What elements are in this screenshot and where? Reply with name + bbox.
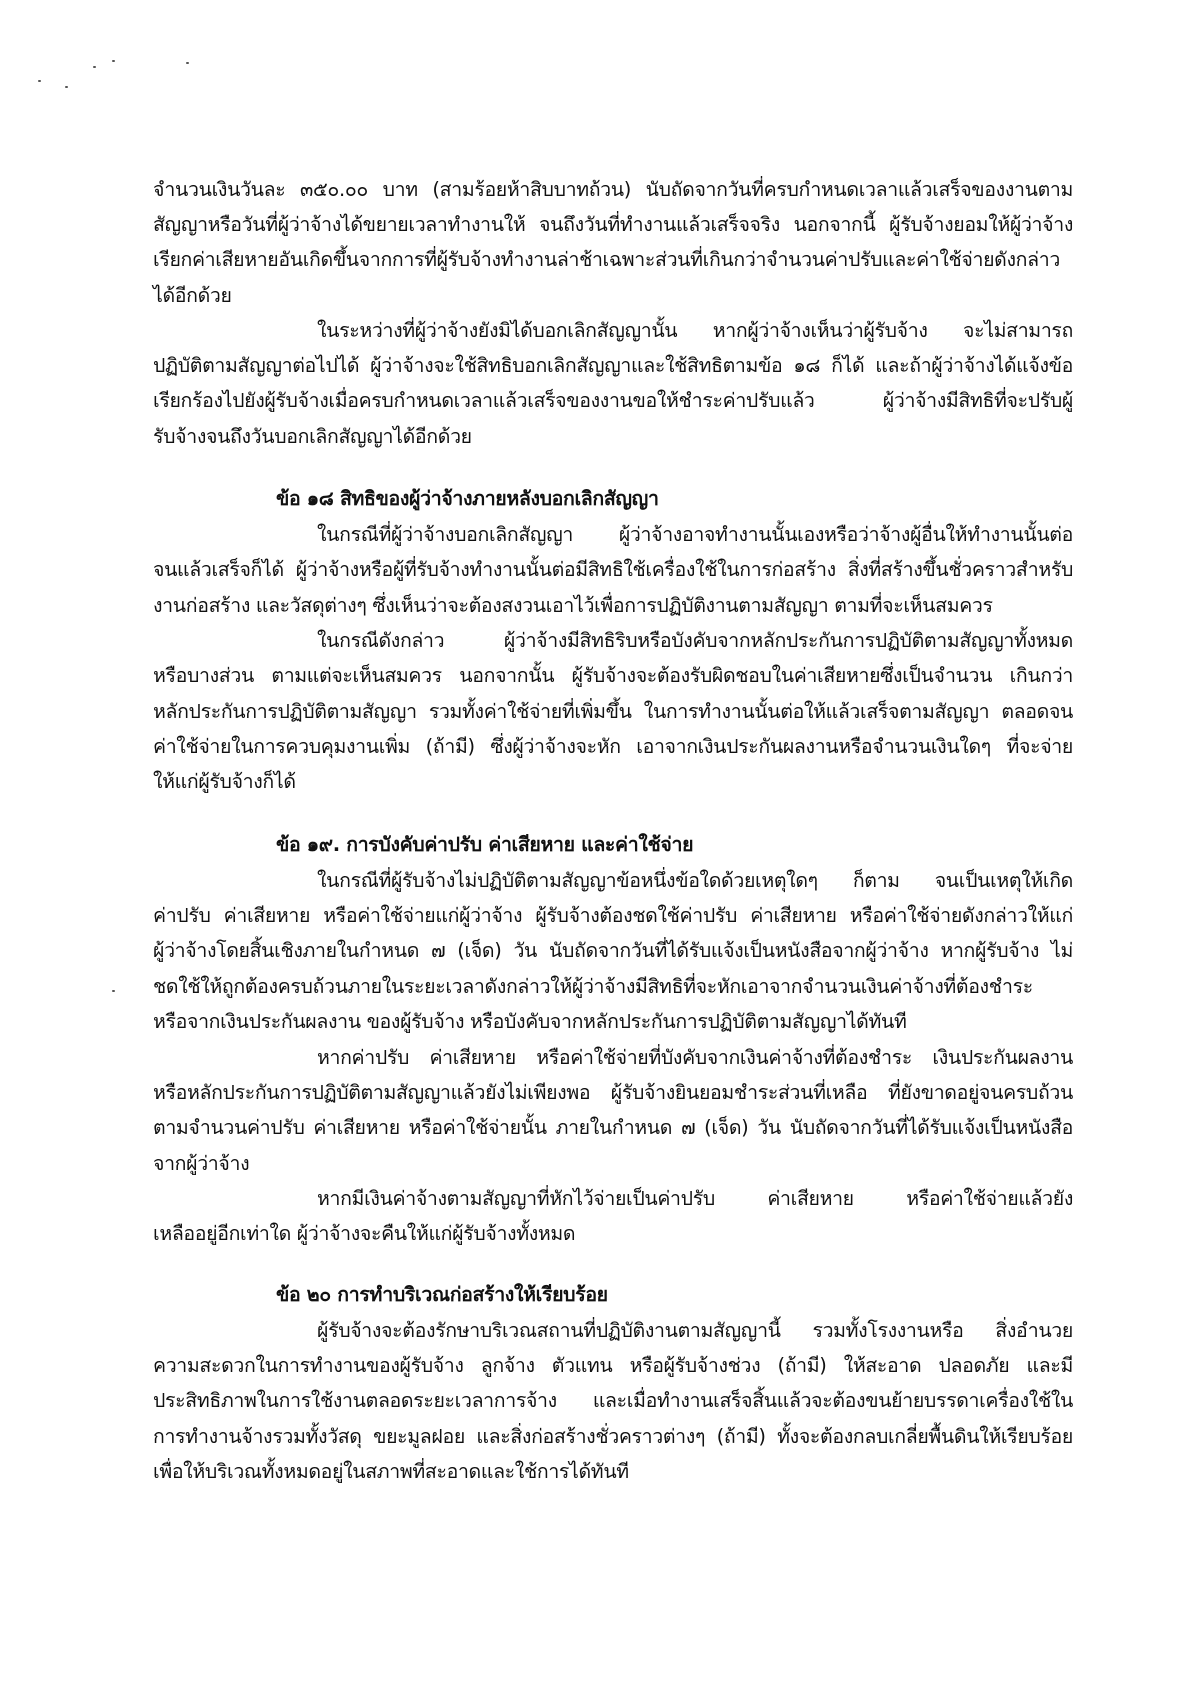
text-line: เรียกค่าเสียหายอันเกิดขึ้นจากการที่ผู้รับจ้างทำงานล่าช้าเฉพาะส่วนที่เกินกว่าจำนวนค่าปรับและค่าใช้จ่ายดังกล่าว [153, 248, 1060, 271]
text-line: ในกรณีที่ผู้รับจ้างไม่ปฏิบัติตามสัญญาข้อหนึ่งข้อใดด้วยเหตุใดๆ ก็ตาม จนเป็นเหตุให้เกิด [317, 869, 1073, 892]
text-line: จากผู้ว่าจ้าง [153, 1152, 250, 1175]
text-line: หากค่าปรับ ค่าเสียหาย หรือค่าใช้จ่ายที่บังคับจากเงินค่าจ้างที่ต้องชำระ เงินประกันผลงาน [317, 1046, 1073, 1069]
text-line: จำนวนเงินวันละ ๓๕๐.๐๐ บาท (สามร้อยห้าสิบบาทถ้วน) นับถัดจากวันที่ครบกำหนดเวลาแล้วเสร็จของงานตาม [153, 178, 1073, 201]
text-line: งานก่อสร้าง และวัสดุต่างๆ ซึ่งเห็นว่าจะต้องสงวนเอาไว้เพื่อการปฏิบัติงานตามสัญญา ตามที่จะเห็นสมควร [153, 594, 993, 617]
scan-speck [65, 86, 68, 88]
section-20-heading: ข้อ ๒๐ การทำบริเวณก่อสร้างให้เรียบร้อย [276, 1283, 608, 1306]
text-line: ค่าปรับ ค่าเสียหาย หรือค่าใช้จ่ายแก่ผู้ว่าจ้าง ผู้รับจ้างต้องชดใช้ค่าปรับ ค่าเสียหาย หรือค่าใช้จ่ายดังกล่าวให้แก่ [153, 904, 1073, 927]
section-18-heading: ข้อ ๑๘ สิทธิของผู้ว่าจ้างภายหลังบอกเลิกสัญญา [276, 487, 659, 510]
text-line: หรือจากเงินประกันผลงาน ของผู้รับจ้าง หรือบังคับจากหลักประกันการปฏิบัติตามสัญญาได้ทันที [153, 1010, 907, 1033]
scan-speck [186, 62, 189, 64]
text-line: ในกรณีที่ผู้ว่าจ้างบอกเลิกสัญญา ผู้ว่าจ้างอาจทำงานนั้นเองหรือว่าจ้างผู้อื่นให้ทำงานนั้นต่อ [317, 523, 1073, 546]
text-line: ประสิทธิภาพในการใช้งานตลอดระยะเวลาการจ้าง และเมื่อทำงานเสร็จสิ้นแล้วจะต้องขนย้ายบรรดาเครื่องใช้ใน [153, 1389, 1073, 1412]
text-line: หรือหลักประกันการปฏิบัติตามสัญญาแล้วยังไม่เพียงพอ ผู้รับจ้างยินยอมชำระส่วนที่เหลือ ที่ยังขาดอยู่จนครบถ้วน [153, 1081, 1073, 1104]
section-19-heading: ข้อ ๑๙. การบังคับค่าปรับ ค่าเสียหาย และค่าใช้จ่าย [276, 833, 694, 856]
text-line: ให้แก่ผู้รับจ้างก็ได้ [153, 770, 296, 793]
text-line: เรียกร้องไปยังผู้รับจ้างเมื่อครบกำหนดเวลาแล้วเสร็จของงานขอให้ชำระค่าปรับแล้ว ผู้ว่าจ้างมีสิทธิที่จะปรับผู้ [153, 389, 1073, 412]
text-line: ตามจำนวนค่าปรับ ค่าเสียหาย หรือค่าใช้จ่ายนั้น ภายในกำหนด ๗ (เจ็ด) วัน นับถัดจากวันที่ได้รับแจ้งเป็นหนังสือ [153, 1116, 1073, 1139]
text-line: ค่าใช้จ่ายในการควบคุมงานเพิ่ม (ถ้ามี) ซึ่งผู้ว่าจ้างจะหัก เอาจากเงินประกันผลงานหรือจำนวนเงินใดๆ ที่จะจ่าย [153, 735, 1073, 758]
text-line: ได้อีกด้วย [153, 284, 232, 307]
text-line: หลักประกันการปฏิบัติตามสัญญา รวมทั้งค่าใช้จ่ายที่เพิ่มขึ้น ในการทำงานนั้นต่อให้แล้วเสร็จตามสัญญา ตลอดจน [153, 700, 1073, 723]
text-line: จนแล้วเสร็จก็ได้ ผู้ว่าจ้างหรือผู้ที่รับจ้างทำงานนั้นต่อมีสิทธิใช้เครื่องใช้ในการก่อสร้าง สิ่งที่สร้างขึ้นชั่วคราวสำหรับ [153, 558, 1073, 581]
text-line: หากมีเงินค่าจ้างตามสัญญาที่หักไว้จ่ายเป็นค่าปรับ ค่าเสียหาย หรือค่าใช้จ่ายแล้วยัง [317, 1187, 1073, 1210]
text-line: ความสะดวกในการทำงานของผู้รับจ้าง ลูกจ้าง ตัวแทน หรือผู้รับจ้างช่วง (ถ้ามี) ให้สะอาด ปลอดภัย และมี [153, 1354, 1073, 1377]
text-line: ในระหว่างที่ผู้ว่าจ้างยังมิได้บอกเลิกสัญญานั้น หากผู้ว่าจ้างเห็นว่าผู้รับจ้าง จะไม่สามารถ [317, 319, 1073, 342]
text-line: ผู้ว่าจ้างโดยสิ้นเชิงภายในกำหนด ๗ (เจ็ด) วัน นับถัดจากวันที่ได้รับแจ้งเป็นหนังสือจากผู้ว่าจ้าง หากผู้รับจ้าง ไม่ [153, 939, 1073, 962]
scan-speck [112, 60, 115, 62]
text-line: เพื่อให้บริเวณทั้งหมดอยู่ในสภาพที่สะอาดและใช้การได้ทันที [153, 1460, 629, 1483]
scan-speck [112, 990, 115, 992]
text-line: ในกรณีดังกล่าว ผู้ว่าจ้างมีสิทธิริบหรือบังคับจากหลักประกันการปฏิบัติตามสัญญาทั้งหมด [317, 629, 1073, 652]
text-line: การทำงานจ้างรวมทั้งวัสดุ ขยะมูลฝอย และสิ่งก่อสร้างชั่วคราวต่างๆ (ถ้ามี) ทั้งจะต้องกลบเกลี่ยพื้นดินให้เรียบร้อย [153, 1425, 1073, 1448]
text-line: รับจ้างจนถึงวันบอกเลิกสัญญาได้อีกด้วย [153, 425, 472, 448]
scan-speck [38, 80, 41, 82]
text-line: ผู้รับจ้างจะต้องรักษาบริเวณสถานที่ปฏิบัติงานตามสัญญานี้ รวมทั้งโรงงานหรือ สิ่งอำนวย [317, 1319, 1073, 1342]
text-line: สัญญาหรือวันที่ผู้ว่าจ้างได้ขยายเวลาทำงานให้ จนถึงวันที่ทำงานแล้วเสร็จจริง นอกจากนี้ ผู้รับจ้างยอมให้ผู้ว่าจ้าง [153, 213, 1073, 236]
text-line: ปฏิบัติตามสัญญาต่อไปได้ ผู้ว่าจ้างจะใช้สิทธิบอกเลิกสัญญาและใช้สิทธิตามข้อ ๑๘ ก็ได้ และถ้าผู้ว่าจ้างได้แจ้งข้อ [153, 354, 1073, 377]
scan-speck [93, 66, 96, 68]
text-line: เหลืออยู่อีกเท่าใด ผู้ว่าจ้างจะคืนให้แก่ผู้รับจ้างทั้งหมด [153, 1222, 576, 1245]
text-line: ชดใช้ให้ถูกต้องครบถ้วนภายในระยะเวลาดังกล่าวให้ผู้ว่าจ้างมีสิทธิที่จะหักเอาจากจำนวนเงินค่าจ้างที่ต้องชำระ [153, 975, 1033, 998]
text-line: หรือบางส่วน ตามแต่จะเห็นสมควร นอกจากนั้น ผู้รับจ้างจะต้องรับผิดชอบในค่าเสียหายซึ่งเป็นจำนวน เกินกว่า [153, 664, 1073, 687]
